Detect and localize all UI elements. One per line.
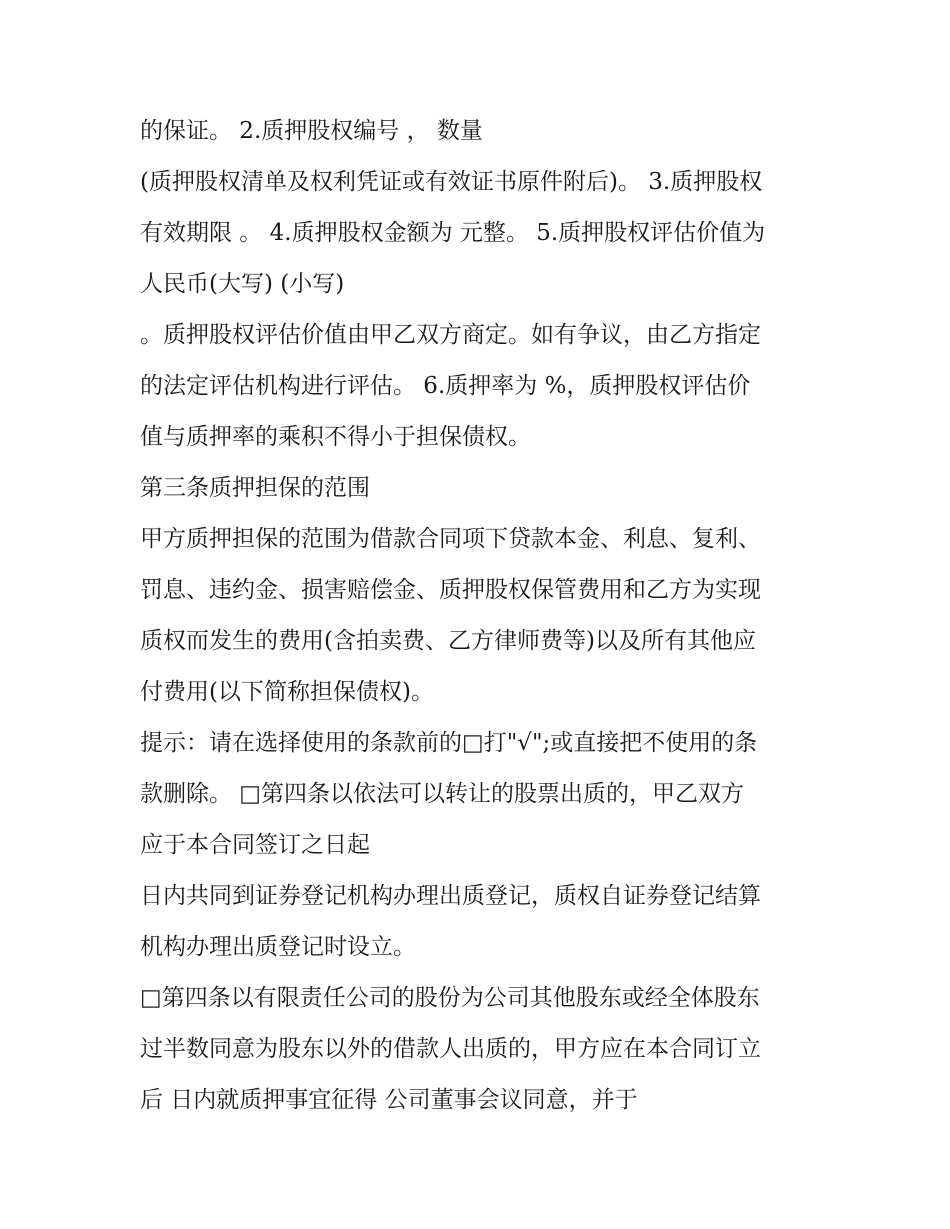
text-line-16: 日内共同到证券登记机构办理出质登记，质权自证券登记结算 bbox=[140, 883, 761, 909]
section-heading-article-3: 第三条质押担保的范围 bbox=[140, 475, 370, 501]
hint-line-2: 款删除。 □第四条以依法可以转让的股票出质的，甲乙双方 bbox=[140, 781, 745, 807]
text-line-6: 的法定评估机构进行评估。 6.质押率为 %，质押股权评估价 bbox=[140, 373, 751, 399]
text-line-12: 付费用(以下简称担保债权)。 bbox=[140, 679, 434, 705]
text-line-5: 。质押股权评估价值由甲乙双方商定。如有争议，由乙方指定 bbox=[140, 322, 761, 348]
contract-text-body bbox=[140, 106, 830, 1126]
text-line-11: 质权而发生的费用(含拍卖费、乙方律师费等)以及所有其他应 bbox=[140, 628, 756, 654]
text-line-4: 人民币(大写) (小写) bbox=[140, 271, 345, 297]
text-line-7: 值与质押率的乘积不得小于担保债权。 bbox=[140, 424, 531, 450]
text-line-3: 有效期限 。 4.质押股权金额为 元整。 5.质押股权评估价值为 bbox=[140, 220, 766, 246]
text-line-15: 应于本合同签订之日起 bbox=[140, 832, 370, 858]
text-line-1: 的保证。 2.质押股权编号 ， 数量 bbox=[140, 118, 483, 144]
article-4-option-line-1: □第四条以有限责任公司的股份为公司其他股东或经全体股东 bbox=[140, 985, 760, 1011]
article-4-option-line-2: 过半数同意为股东以外的借款人出质的，甲方应在本合同订立 bbox=[140, 1036, 761, 1062]
text-line-17: 机构办理出质登记时设立。 bbox=[140, 934, 416, 960]
text-line-2: (质押股权清单及权利凭证或有效证书原件附后)。 3.质押股权 bbox=[140, 169, 763, 195]
text-line-9: 甲方质押担保的范围为借款合同项下贷款本金、利息、复利、 bbox=[140, 526, 761, 552]
hint-line-1: 提示：请在选择使用的条款前的□打"√";或直接把不使用的条 bbox=[140, 730, 758, 756]
text-line-10: 罚息、违约金、损害赔偿金、质押股权保管费用和乙方为实现 bbox=[140, 577, 761, 603]
article-4-option-line-3: 后 日内就质押事宜征得 公司董事会议同意，并于 bbox=[140, 1087, 638, 1113]
